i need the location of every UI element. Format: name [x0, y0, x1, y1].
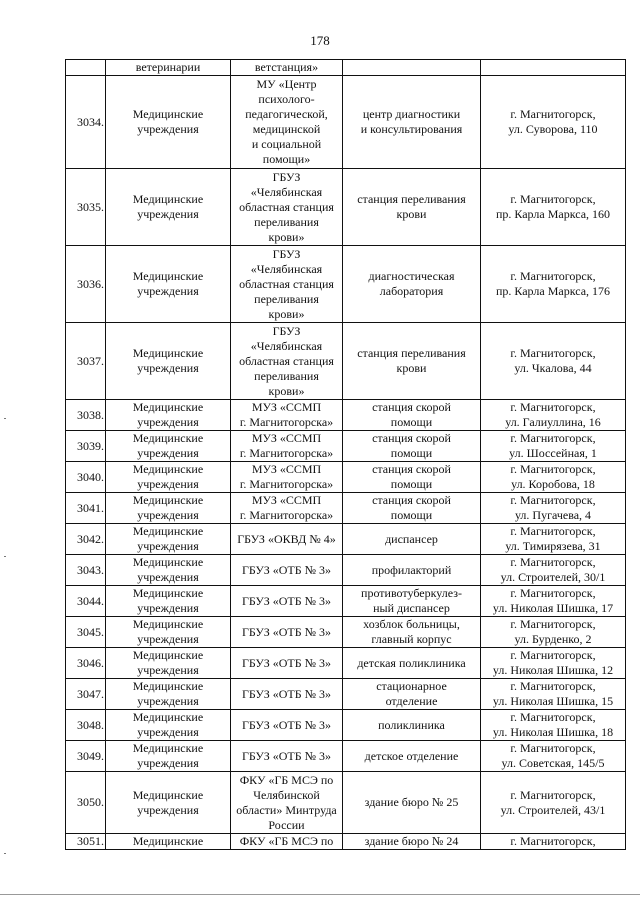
table-row	[66, 834, 626, 850]
category-cell: Медицинские учреждения	[106, 617, 231, 648]
organization-cell: ФКУ «ГБ МСЭ по Челябинской области» Минтруда России	[231, 772, 343, 834]
row-number: 3041.	[66, 493, 106, 524]
organization-cell: ГБУЗ «ОКВД № 4»	[231, 524, 343, 555]
organization-cell: ГБУЗ «ОТБ № 3»	[231, 710, 343, 741]
row-number: 3040.	[66, 462, 106, 493]
category-cell: Медицинские учреждения	[106, 586, 231, 617]
address-cell: г. Магнитогорск, ул. Тимирязева, 31	[481, 524, 626, 555]
row-number: 3035.	[66, 169, 106, 246]
address-cell: г. Магнитогорск, ул. Бурденко, 2	[481, 617, 626, 648]
object-cell: центр диагностики и консультирования	[343, 76, 481, 169]
table-row	[66, 323, 626, 400]
organization-cell: МУЗ «ССМП г. Магнитогорска»	[231, 493, 343, 524]
address-cell: г. Магнитогорск, ул. Пугачева, 4	[481, 493, 626, 524]
object-cell: станция переливания крови	[343, 169, 481, 246]
table-row	[66, 431, 626, 462]
row-number: 3046.	[66, 648, 106, 679]
object-cell: станция скорой помощи	[343, 400, 481, 431]
category-cell: Медицинские учреждения	[106, 431, 231, 462]
category-cell: Медицинские учреждения	[106, 648, 231, 679]
table-row	[66, 462, 626, 493]
organization-cell: ГБУЗ «ОТБ № 3»	[231, 555, 343, 586]
scan-margin-mark	[4, 853, 6, 854]
address-cell: г. Магнитогорск, ул. Николая Шишка, 12	[481, 648, 626, 679]
table-row	[66, 772, 626, 834]
row-number: 3042.	[66, 524, 106, 555]
object-cell: здание бюро № 25	[343, 772, 481, 834]
row-number: 3034.	[66, 76, 106, 169]
organization-cell: ГБУЗ «Челябинская областная станция переливания крови»	[231, 169, 343, 246]
object-cell: поликлиника	[343, 710, 481, 741]
category-cell: Медицинские учреждения	[106, 524, 231, 555]
category-cell: Медицинские учреждения	[106, 76, 231, 169]
address-cell: г. Магнитогорск, ул. Суворова, 110	[481, 76, 626, 169]
address-cell: г. Магнитогорск, ул. Николая Шишка, 15	[481, 679, 626, 710]
row-number: 3048.	[66, 710, 106, 741]
object-cell: стационарное отделение	[343, 679, 481, 710]
category-cell: Медицинские учреждения	[106, 679, 231, 710]
address-cell: г. Магнитогорск, ул. Строителей, 43/1	[481, 772, 626, 834]
table-row	[66, 493, 626, 524]
category-cell: Медицинские учреждения	[106, 323, 231, 400]
table-row	[66, 400, 626, 431]
page-bottom-rule	[0, 894, 640, 895]
object-cell	[343, 60, 481, 76]
row-number: 3037.	[66, 323, 106, 400]
table-row	[66, 648, 626, 679]
object-cell: детское отделение	[343, 741, 481, 772]
object-cell: станция скорой помощи	[343, 462, 481, 493]
category-cell: Медицинские учреждения	[106, 741, 231, 772]
table-row	[66, 741, 626, 772]
object-cell: хозблок больницы, главный корпус	[343, 617, 481, 648]
organization-cell: ГБУЗ «ОТБ № 3»	[231, 586, 343, 617]
scan-margin-mark	[4, 418, 6, 419]
category-cell: Медицинские учреждения	[106, 772, 231, 834]
object-cell: диагностическая лаборатория	[343, 246, 481, 323]
row-number: 3038.	[66, 400, 106, 431]
row-number: 3043.	[66, 555, 106, 586]
address-cell: г. Магнитогорск, ул. Советская, 145/5	[481, 741, 626, 772]
category-cell: ветеринарии	[106, 60, 231, 76]
address-cell: г. Магнитогорск, ул. Николая Шишка, 18	[481, 710, 626, 741]
organization-cell: ГБУЗ «ОТБ № 3»	[231, 648, 343, 679]
address-cell: г. Магнитогорск, ул. Галиуллина, 16	[481, 400, 626, 431]
address-cell: г. Магнитогорск, ул. Чкалова, 44	[481, 323, 626, 400]
object-cell: здание бюро № 24	[343, 834, 481, 850]
object-cell: станция переливания крови	[343, 323, 481, 400]
row-number: 3045.	[66, 617, 106, 648]
object-cell: профилакторий	[343, 555, 481, 586]
row-number: 3051.	[66, 834, 106, 850]
row-number: 3044.	[66, 586, 106, 617]
category-cell: Медицинские учреждения	[106, 462, 231, 493]
category-cell: Медицинские учреждения	[106, 400, 231, 431]
object-cell: диспансер	[343, 524, 481, 555]
row-number: 3050.	[66, 772, 106, 834]
organization-cell: МУЗ «ССМП г. Магнитогорска»	[231, 431, 343, 462]
organization-cell: ГБУЗ «ОТБ № 3»	[231, 741, 343, 772]
row-number: 3039.	[66, 431, 106, 462]
address-cell: г. Магнитогорск,	[481, 834, 626, 850]
row-number: 3049.	[66, 741, 106, 772]
table-row	[66, 524, 626, 555]
organization-cell: МУЗ «ССМП г. Магнитогорска»	[231, 462, 343, 493]
category-cell: Медицинские	[106, 834, 231, 850]
row-number	[66, 60, 106, 76]
organization-cell: ветстанция»	[231, 60, 343, 76]
registry-table	[65, 59, 626, 850]
organization-cell: ГБУЗ «Челябинская областная станция переливания крови»	[231, 323, 343, 400]
table-row	[66, 169, 626, 246]
address-cell: г. Магнитогорск, ул. Николая Шишка, 17	[481, 586, 626, 617]
address-cell: г. Магнитогорск, ул. Шоссейная, 1	[481, 431, 626, 462]
organization-cell: ГБУЗ «ОТБ № 3»	[231, 679, 343, 710]
table-row	[66, 679, 626, 710]
object-cell: станция скорой помощи	[343, 493, 481, 524]
object-cell: противотуберкулез- ный диспансер	[343, 586, 481, 617]
object-cell: детская поликлиника	[343, 648, 481, 679]
scan-margin-mark	[4, 556, 6, 557]
category-cell: Медицинские учреждения	[106, 169, 231, 246]
organization-cell: ФКУ «ГБ МСЭ по	[231, 834, 343, 850]
row-number: 3036.	[66, 246, 106, 323]
address-cell: г. Магнитогорск, пр. Карла Маркса, 176	[481, 246, 626, 323]
address-cell: г. Магнитогорск, ул. Строителей, 30/1	[481, 555, 626, 586]
table-row	[66, 246, 626, 323]
row-number: 3047.	[66, 679, 106, 710]
organization-cell: ГБУЗ «ОТБ № 3»	[231, 617, 343, 648]
address-cell	[481, 60, 626, 76]
table-row	[66, 710, 626, 741]
organization-cell: МУЗ «ССМП г. Магнитогорска»	[231, 400, 343, 431]
category-cell: Медицинские учреждения	[106, 710, 231, 741]
category-cell: Медицинские учреждения	[106, 555, 231, 586]
table-row	[66, 76, 626, 169]
table-row	[66, 586, 626, 617]
object-cell: станция скорой помощи	[343, 431, 481, 462]
address-cell: г. Магнитогорск, пр. Карла Маркса, 160	[481, 169, 626, 246]
table-row	[66, 555, 626, 586]
table-row	[66, 617, 626, 648]
category-cell: Медицинские учреждения	[106, 246, 231, 323]
organization-cell: МУ «Центр психолого- педагогической, медицинской и социальной помощи»	[231, 76, 343, 169]
category-cell: Медицинские учреждения	[106, 493, 231, 524]
address-cell: г. Магнитогорск, ул. Коробова, 18	[481, 462, 626, 493]
organization-cell: ГБУЗ «Челябинская областная станция переливания крови»	[231, 246, 343, 323]
page-number: 178	[310, 33, 330, 48]
table-row	[66, 60, 626, 76]
